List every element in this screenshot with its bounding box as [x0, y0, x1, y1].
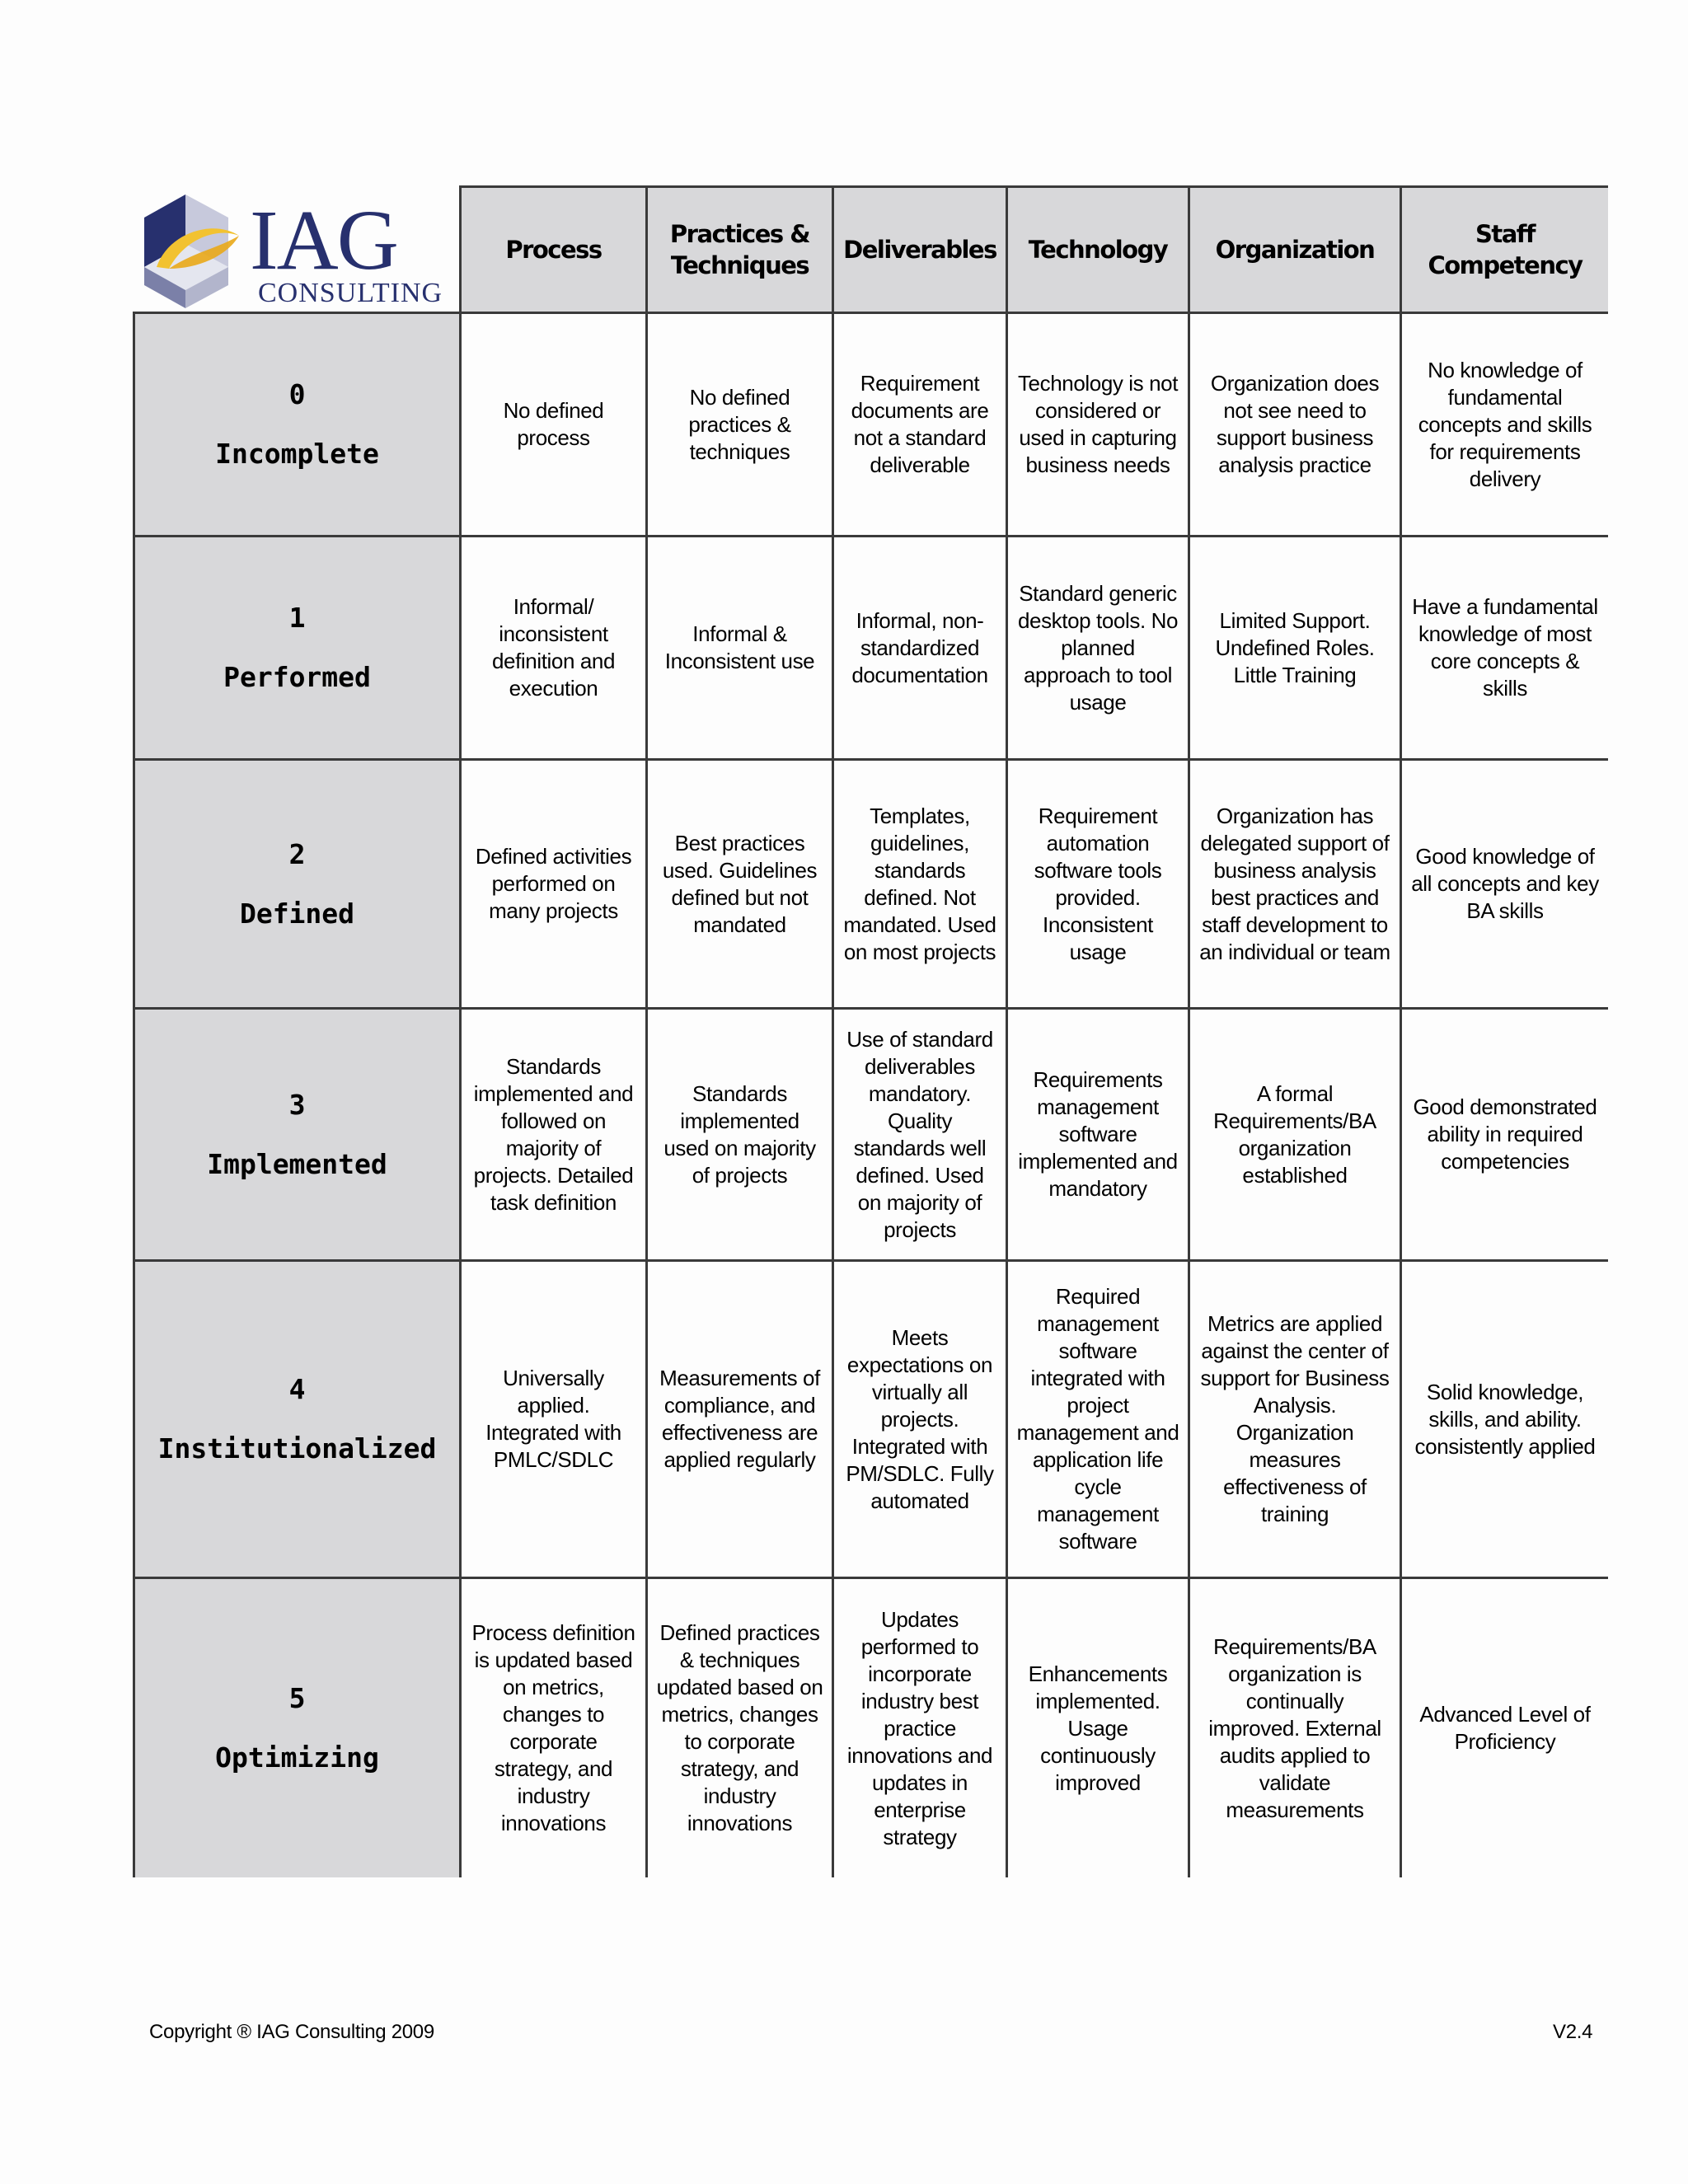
matrix-cell: No defined practices & techniques [645, 312, 832, 535]
matrix-cell: Process definition is updated based on metrics, changes to corporate strategy, and industry innovations [459, 1577, 645, 1877]
iag-consulting-logo [133, 185, 459, 312]
matrix-cell: Organization has delegated support of business analysis best practices and staff development to an individual or team [1188, 758, 1400, 1007]
matrix-cell: Solid knowledge, skills, and ability. consistently applied [1400, 1259, 1608, 1577]
level-name: Performed [223, 661, 371, 693]
matrix-cell: Limited Support. Undefined Roles. Little Training [1188, 535, 1400, 758]
svg-text:CONSULTING: CONSULTING [258, 278, 443, 308]
matrix-cell: Required management software integrated with project management and application life cycle management software [1006, 1259, 1188, 1577]
matrix-cell: Good demonstrated ability in required competencies [1400, 1007, 1608, 1259]
level-name: Institutionalized [157, 1432, 437, 1465]
level-name: Incomplete [215, 438, 379, 470]
level-number: 1 [288, 602, 306, 634]
matrix-cell: A formal Requirements/BA organization established [1188, 1007, 1400, 1259]
matrix-cell: Advanced Level of Proficiency [1400, 1577, 1608, 1877]
column-header-practices-techniques: Practices & Techniques [645, 185, 832, 312]
column-header-process: Process [459, 185, 645, 312]
logo-icon [136, 186, 446, 308]
matrix-cell: Informal/ inconsistent definition and execution [459, 535, 645, 758]
level-number: 4 [288, 1373, 306, 1405]
matrix-cell: Use of standard deliverables mandatory. Quality standards well defined. Used on majority of projects [832, 1007, 1006, 1259]
matrix-cell: Good knowledge of all concepts and key BA skills [1400, 758, 1608, 1007]
matrix-cell: Enhancements implemented. Usage continuously improved [1006, 1577, 1188, 1877]
matrix-cell: Updates performed to incorporate industry best practice innovations and updates in enterprise strategy [832, 1577, 1006, 1877]
svg-text:IAG: IAG [250, 193, 397, 288]
matrix-cell: Meets expectations on virtually all projects. Integrated with PM/SDLC. Fully automated [832, 1259, 1006, 1577]
level-name: Defined [239, 897, 355, 930]
matrix-cell: Defined activities performed on many projects [459, 758, 645, 1007]
level-4-label [133, 1259, 459, 1577]
level-3-label [133, 1007, 459, 1259]
matrix-cell: Informal & Inconsistent use [645, 535, 832, 758]
version-label: V2.4 [1553, 2021, 1593, 2043]
matrix-cell: Technology is not considered or used in capturing business needs [1006, 312, 1188, 535]
matrix-cell: Templates, guidelines, standards defined. Not mandated. Used on most projects [832, 758, 1006, 1007]
matrix-cell: Requirements management software implemented and mandatory [1006, 1007, 1188, 1259]
column-header-organization: Organization [1188, 185, 1400, 312]
matrix-cell: Requirement automation software tools provided. Inconsistent usage [1006, 758, 1188, 1007]
column-header-staff-competency: Staff Competency [1400, 185, 1608, 312]
matrix-cell: Standards implemented used on majority of projects [645, 1007, 832, 1259]
level-0-label [133, 312, 459, 535]
matrix-cell: Have a fundamental knowledge of most core concepts & skills [1400, 535, 1608, 758]
maturity-matrix [133, 185, 1608, 1877]
level-name: Optimizing [215, 1741, 379, 1774]
matrix-cell: No defined process [459, 312, 645, 535]
matrix-cell: Metrics are applied against the center of support for Business Analysis. Organization measures effectiveness of training [1188, 1259, 1400, 1577]
level-number: 0 [288, 378, 306, 410]
matrix-cell: Standards implemented and followed on majority of projects. Detailed task definition [459, 1007, 645, 1259]
level-number: 3 [288, 1088, 306, 1121]
level-number: 5 [288, 1682, 306, 1714]
matrix-cell: Universally applied. Integrated with PMLC/SDLC [459, 1259, 645, 1577]
matrix-cell: Defined practices & techniques updated based on metrics, changes to corporate strategy, and industry innovations [645, 1577, 832, 1877]
matrix-cell: Best practices used. Guidelines defined but not mandated [645, 758, 832, 1007]
matrix-cell: Standard generic desktop tools. No planned approach to tool usage [1006, 535, 1188, 758]
matrix-cell: No knowledge of fundamental concepts and skills for requirements delivery [1400, 312, 1608, 535]
matrix-cell: Measurements of compliance, and effectiveness are applied regularly [645, 1259, 832, 1577]
column-header-technology: Technology [1006, 185, 1188, 312]
matrix-cell: Organization does not see need to support business analysis practice [1188, 312, 1400, 535]
level-number: 2 [288, 837, 306, 870]
matrix-cell: Informal, non-standardized documentation [832, 535, 1006, 758]
level-5-label [133, 1577, 459, 1877]
column-header-deliverables: Deliverables [832, 185, 1006, 312]
matrix-cell: Requirement documents are not a standard deliverable [832, 312, 1006, 535]
matrix-cell: Requirements/BA organization is continually improved. External audits applied to validate measurements [1188, 1577, 1400, 1877]
level-name: Implemented [207, 1147, 387, 1180]
level-1-label [133, 535, 459, 758]
copyright-notice: Copyright ® IAG Consulting 2009 [149, 2021, 434, 2043]
level-2-label [133, 758, 459, 1007]
